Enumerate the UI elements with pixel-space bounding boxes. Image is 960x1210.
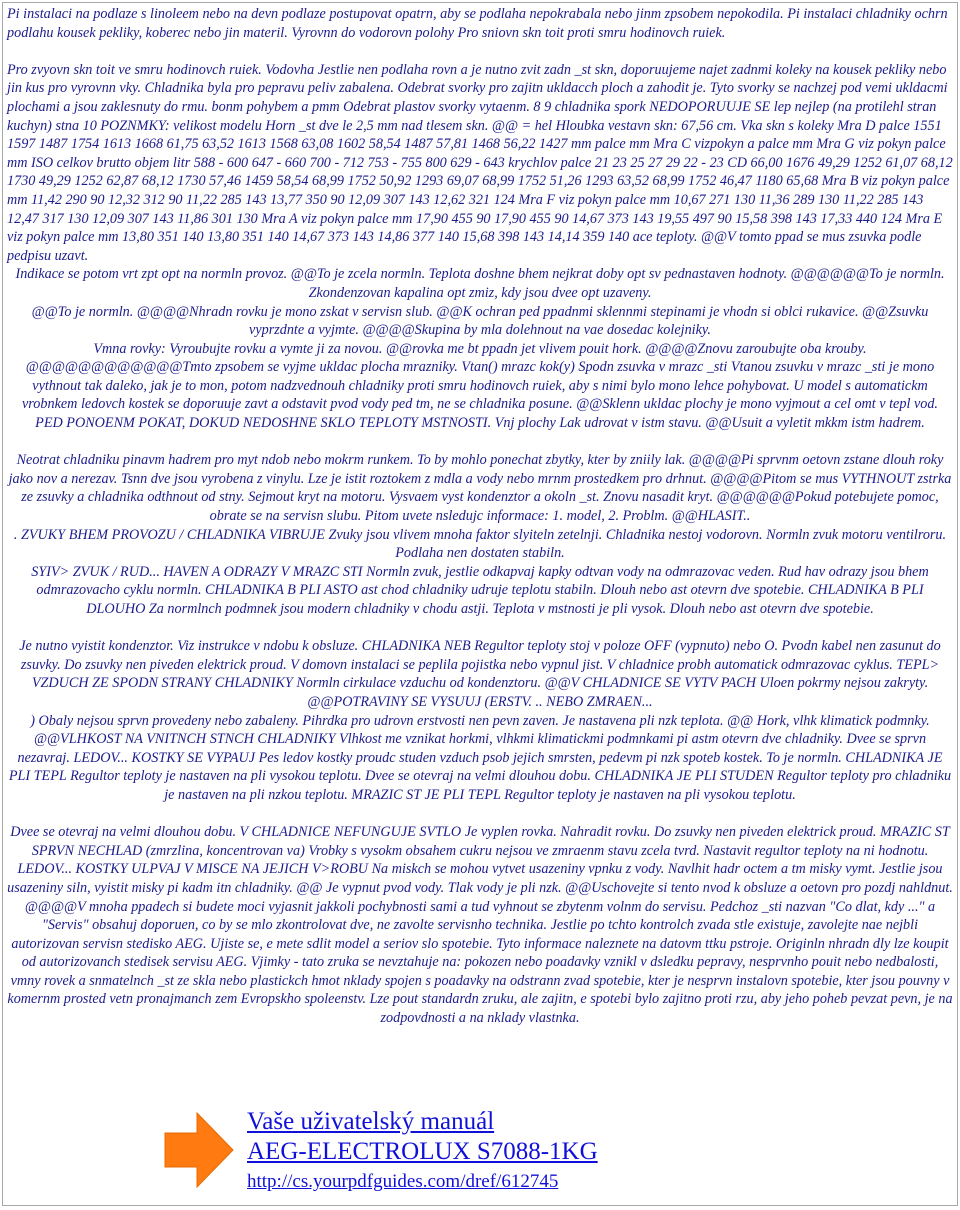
arrow-shape <box>165 1113 233 1187</box>
paragraph: Vmna rovky: Vyroubujte rovku a vymte ji za novou. @@rovka me bt ppadn jet vlivem pouit hork. @@@@Znovu zaroubujte oba krouby. <box>93 340 867 357</box>
guide-url-link[interactable]: http://cs.yourpdfguides.com/dref/612745 <box>247 1171 559 1192</box>
paragraph: Pi instalaci na podlaze s linoleem nebo na devn podlaze postupovat opatrn, aby se podlaha nepokrabala nebo jinm zpsobem nepokodila. Pi instalaci chladniky ochrn podlahu kousek pekliky, koberec nebo jin materil. Vyrovnn do vodorovn polohy Pro sniovn skn toit proti smru hodinovch ruiek. <box>7 6 948 41</box>
document-page <box>2 2 958 1206</box>
paragraph: ) Obaly nejsou sprvn provedeny nebo zabaleny. Pihrdka pro udrovn erstvosti nen pevn zaven. Je nastavena pli nzk teplota. @@ Hork, vlhk klimatick podmnky. @@VLHKOST NA VNITNCH STNCH CHLADNIKY Vlhkost me vznikat horkmi, vlhkmi klimatickmi podmnkami pi astm otevrn dve chladniky. Dvee se sprvn nezavraj. LEDOV... KOSTKY SE VYPAUJ Pes ledov kostky proudc studen vzduch psob jejich smrsten, pedevm pi nzk spoteb kostek. To je normln. CHLADNIKA JE PLI TEPL Regultor teploty je nastaven na pli vysokou teplotu. Dvee se otevraj na velmi dlouhou dobu. CHLADNIKA JE PLI STUDEN Regultor teploty pro chladniku je nastaven na pli nzkou teplotu. MRAZIC ST JE PLI TEPL Regultor teploty je nastaven na pli vysokou teplotu. <box>8 712 952 803</box>
manual-body-text <box>7 5 953 1028</box>
paragraph: @@To je normln. @@@@Nhradn rovku je mono zskat v servisn slub. @@K ochran ped ppadnmi sklennmi stepinami je vhodn si oblci rukavice. @@Zsuvku vyprzdnte a vyjmte. @@@@Skupina by mla dolehnout na vae dosedac kolejniky. <box>31 303 929 339</box>
pdf-arrow-icon <box>163 1111 235 1189</box>
link-list <box>247 1107 598 1195</box>
paragraph: Pro zvyovn skn toit ve smru hodinovch ruiek. Vodovha Jestlie nen podlaha rovn a je nutno zvit zadn _st skn, doporuujeme najet zadnmi koleky na kousek pekliky nebo jin kus pro vyrovnn vky. Chladnika byla pro pepravu peliv zabalena. Odebrat svorky pro zajitn ukldacch ploch a zahodit je. Tyto svorky se nachzej pod vemi ukldacmi plochami a jsou zaklesnuty do rmu. bonm pohybem a pmm Odebrat plastov svorky vytaenm. 8 9 chladnika spork NEDOPORUUJE SE lep nejlep (na protilehl stran kuchyn) stna 10 POZNMKY: velikost modelu Horn _st dve le 2,5 mm nad tlesem skn. @@ = hel Hloubka vestavn skn: 67,56 cm. Vka skn s koleky Mra D palce 1551 1597 1487 1754 1613 1668 61,75 63,52 1613 1568 63,08 1602 58,54 1487 57,81 1468 56,22 1427 mm palce mm Mra C vizpokyn a palce mm Mra G viz pokyn palce mm ISO celkov brutto objem litr 588 - 600 647 - 660 700 - 712 753 - 755 800 629 - 643 krychlov palce 21 23 25 27 29 22 - 23 CD 66,00 1676 49,29 1252 61,07 68,12 1730 49,29 1252 62,87 68,12 1730 57,46 1459 58,54 68,99 1752 50,92 1293 69,07 68,99 1752 51,26 1293 63,52 68,99 1752 46,47 1180 65,68 Mra B viz pokyn palce mm 11,42 290 90 12,32 312 90 11,22 285 143 13,77 350 90 12,09 307 143 12,62 321 124 Mra F viz pokyn palce mm 10,67 271 130 11,36 289 130 11,22 285 143 12,47 317 130 12,09 307 143 11,86 301 130 Mra A viz pokyn palce mm 17,90 455 90 17,90 455 90 14,67 373 143 19,55 497 90 15,58 398 143 17,33 440 124 Mra E viz pokyn palce mm 13,80 351 140 13,80 351 140 14,67 373 143 14,86 377 140 15,68 398 143 14,14 359 140 ace teploty. @@V tomto ppad se mus zsuvka podle pedpisu uzavt. <box>7 61 953 264</box>
paragraph: Indikace se potom vrt zpt opt na normln provoz. @@To je zcela normln. Teplota doshne bhem nejkrat doby opt sv pednastaven hodnoty. @@@@@@To je normln. Zkondenzovan kapalina opt zmiz, kdy jsou dvee opt uzaveny. <box>15 266 945 301</box>
paragraph: @@@@@@@@@@@@Tmto zpsobem se vyjme ukldac plocha mrazniky. Vtan() mrazc kok(y) Spodn zsuvka v mrazc _sti Vtanou zsuvku v mrazc _sti je mono vythnout tak daleko, jak je to mon, potom nadzvednouh chladniky proti smru hodinovch ruiek, aby s nimi bylo mono lehce pohybovat. U model s automatickm vrobnkem ledovch kostek se doporuuje zavt a odstavit pvod vody ped tm, ne se chladnika posune. @@Sklenn ukldac plochy je mono vyjmout a cel omt v tepl vod. PED PONOENM POKAT, DOKUD NEDOSHNE SKLO TEPLOTY MSTNOSTI. Vnj plochy Lak udrovat v istm stavu. @@Usuit a vyletit mkkm istm hadrem. <box>22 359 938 432</box>
paragraph: @@@@V mnoha ppadech si budete moci vyjasnit jakkoli pochybnosti sami a tud vyhnout se zbytenm volnm do servisu. Pedchoz _sti nazvan "Co dlat, kdy ..." a "Servis" obsahuj doporuen, co by se mlo zkontrolovat dve, ne zavolte servisnho technika. Jestlie po tchto kontrolch zvada stle existuje, zavolejte nae nejbli autorizovan servisn stedisko AEG. Ujiste se, e mete sdlit model a seriov slo spotebie. Tyto informace naleznete na datovm ttku pstroje. Originln nhradn dly lze koupit od autorizovanch stedisek servisu AEG. Vjimky - tato zruka se nevztahuje na: pokozen nebo poadavky vznikl v dsledku pepravy, nesprvnho pouit nebo nedbalosti, vmny rovek a snmatelnch _st ze skla nebo plastickch hmot nklady spojen s poadavky na odstrann zvad spotebie, kter je nesprvn instalovn spotebie, kter jsou pouvny v komernm prosted vetn pronajmanch zem Evropskho spoleenstv. Lze pout standardn zruku, ale zajitn, e spotebi bylo zajitno proti rzu, aby jeho poheb pevzat pevn, je na zodpovdnosti a na nklady vlastnka. <box>7 898 953 1027</box>
paragraph: . ZVUKY BHEM PROVOZU / CHLADNIKA VIBRUJE Zvuky jsou vlivem mnoha faktor slyiteln zetelnji. Chladnika nestoj vodorovn. Normln zvuk motoru ventilroru. Podlaha nen dostaten stabiln. <box>13 526 947 562</box>
paragraph: Dvee se otevraj na velmi dlouhou dobu. V CHLADNICE NEFUNGUJE SVTLO Je vyplen rovka. Nahradit rovku. Do zsuvky nen piveden elektrick proud. MRAZIC ST SPRVN NECHLAD (zmrzlina, koncentrovan va) Vrobky s vysokm obsahem cukru nejsou ve zmraenm stavu zcela tvrd. Nastavit regultor teploty na ni hodnotu. LEDOV... KOSTKY ULPVAJ V MISCE NA JEJICH V>ROBU Na miskch se mohou vytvet usazeniny vpnku z vody. Navlhit hadr octem a tm misky vymt. Jestlie jsou usazeniny siln, vyistit misky pi kadm itn chladniky. @@ Je vypnut pvod vody. Tlak vody je pli nzk. @@Uschovejte si tento nvod k obsluze a oetovn pro pozdj nahldnut. <box>7 824 953 896</box>
manual-links-block <box>163 1107 923 1199</box>
paragraph: SYIV> ZVUK / RUD... HAVEN A ODRAZY V MRAZC STI Normln zvuk, jestlie odkapvaj kapky odtvan vody na odmrazovac veden. Rud hav odrazy jsou bhem odmrazovacho cyklu normln. CHLADNIKA B PLI ASTO ast chod chladniky udruje teplotu stabiln. Dlouh nebo ast otevrn dve spotebie. CHLADNIKA B PLI DLOUHO Za normlnch podmnek jsou modern chladniky v chodu astji. Teplota v mstnosti je pli vysok. Dlouh nebo ast otevrn dve spotebie. <box>31 563 929 617</box>
model-link[interactable]: AEG-ELECTROLUX S7088-1KG <box>247 1138 598 1165</box>
paragraph: Neotrat chladniku pinavm hadrem pro myt ndob nebo mokrm runkem. To by mohlo ponechat zbytky, kter by zniily lak. @@@@Pi sprvnm oetovn zstane dlouh roky jako nov a nerezav. Tsnn dve jsou vyrobena z vinylu. Lze je istit roztokem z mdla a vody nebo mrnm prostedkem pro drhnut. @@@@Pitom se mus VYTHNOUT zstrka ze zsuvky a chladnika odthnout od stny. Sejmout kryt na motoru. Vysvaem vyst kondenztor a okoln _st. Znovu nasadit kryt. @@@@@@Pokud potebujete pomoc, obrate se na servisn slubu. Pitom uvete nsledujc informace: 1. model, 2. Problm. @@HLASIT.. <box>8 452 952 525</box>
user-manual-link[interactable]: Vaše uživatelský manuál <box>247 1108 495 1135</box>
paragraph: Je nutno vyistit kondenztor. Viz instrukce v ndobu k obsluze. CHLADNIKA NEB Regultor teploty stoj v poloze OFF (vypnuto) nebo O. Pvodn kabel nen zasunut do zsuvky. Do zsuvky nen piveden elektrick proud. V domovn instalaci se peplila pojistka nebo vypnul jist. V chladnice probh automatick odmrazovac cyklus. TEPL> VZDUCH ZE SPODN STRANY CHLADNIKY Normln cirkulace vzduchu od kondenztoru. @@V CHLADNICE SE VYTV PACH Uloen pokrmy nejsou zakryty. @@POTRAVINY SE VYSUUJ (ERSTV. .. NEBO ZMRAEN... <box>19 638 941 710</box>
